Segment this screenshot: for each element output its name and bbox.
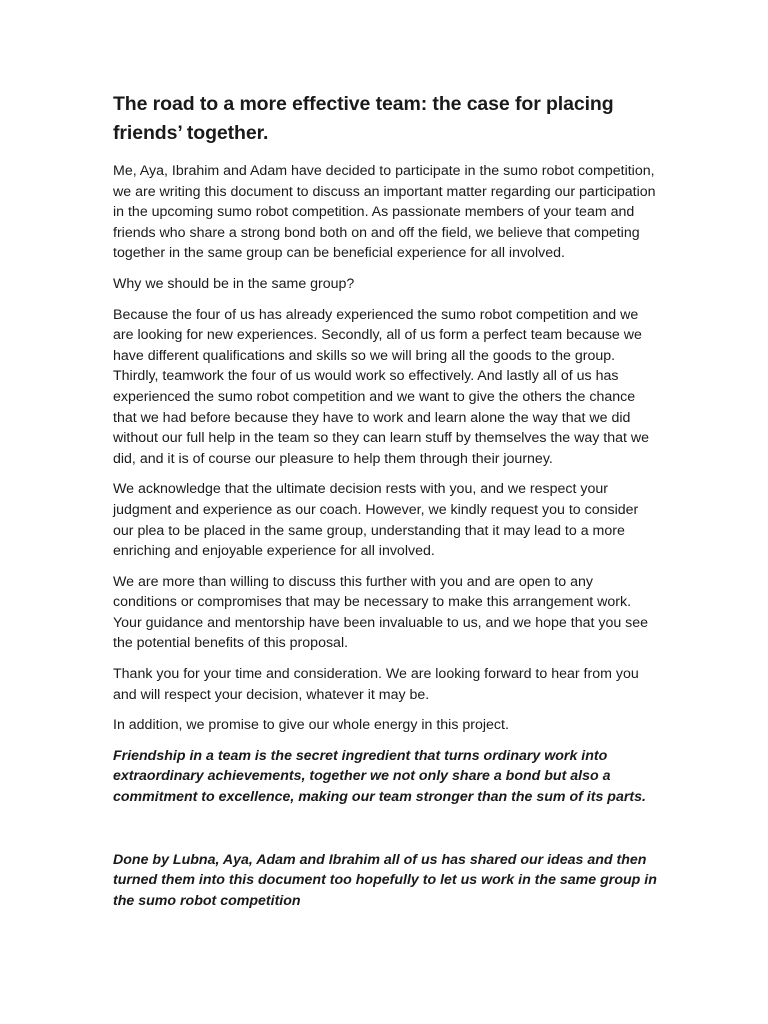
document-title: The road to a more effective team: the case for placing friends’ together.: [113, 93, 614, 144]
friendship-quote: Friendship in a team is the secret ingredient that turns ordinary work into extraordinary achievements, together we not only share a bond but also a commitment to excellence, making our team stronger than the sum of its parts.: [113, 747, 646, 806]
paragraph-thanks: Thank you for your time and consideration. We are looking forward to hear from you and will respect your decision, whatever it may be.: [113, 666, 639, 703]
paragraph-discussion: We are more than willing to discuss this further with you and are open to any conditions or compromises that may be necessary to make this arrangement work. Your guidance and mentorship have been invaluable to us, and we hope that you see the potential benefits of this proposal.: [113, 573, 649, 652]
signature-note: Done by Lubna, Aya, Adam and Ibrahim all of us has shared our ideas and then turned them into this document too hopefully to let us work in the same group in the sumo robot competition: [113, 851, 657, 909]
paragraph-question: Why we should be in the same group?: [113, 275, 355, 292]
spacer: [113, 808, 658, 850]
paragraph-promise: In addition, we promise to give our whole energy in this project.: [113, 717, 509, 734]
paragraph-acknowledgement: We acknowledge that the ultimate decision rests with you, and we respect your judgment and experience as our coach. However, we kindly request you to consider our plea to be placed in the same group, understanding that it may lead to a more enriching and enjoyable experience for all involved.: [113, 481, 639, 560]
paragraph-introduction: Me, Aya, Ibrahim and Adam have decided to participate in the sumo robot competition, we are writing this document to discuss an important matter regarding our participation in the upcoming sumo robot competition. As passionate members of your team and friends who share a strong bond both on and off the field, we believe that competing together in the same group can be beneficial experience for all involved.: [113, 163, 656, 262]
paragraph-reasons: Because the four of us has already experienced the sumo robot competition and we are looking for new experiences. Secondly, all of us form a perfect team because we have different qualifications and skills so we will bring all the goods to the group. Thirdly, teamwork the four of us would work so effectively. And lastly all of us has experienced the sumo robot competition and we want to give the others the chance that we had before because they have to work and learn alone the way that we did without our full help in the team so they can learn stuff by themselves the way that we did, and it is of course our pleasure to help them through their journey.: [113, 306, 650, 467]
document-page: [113, 90, 658, 911]
